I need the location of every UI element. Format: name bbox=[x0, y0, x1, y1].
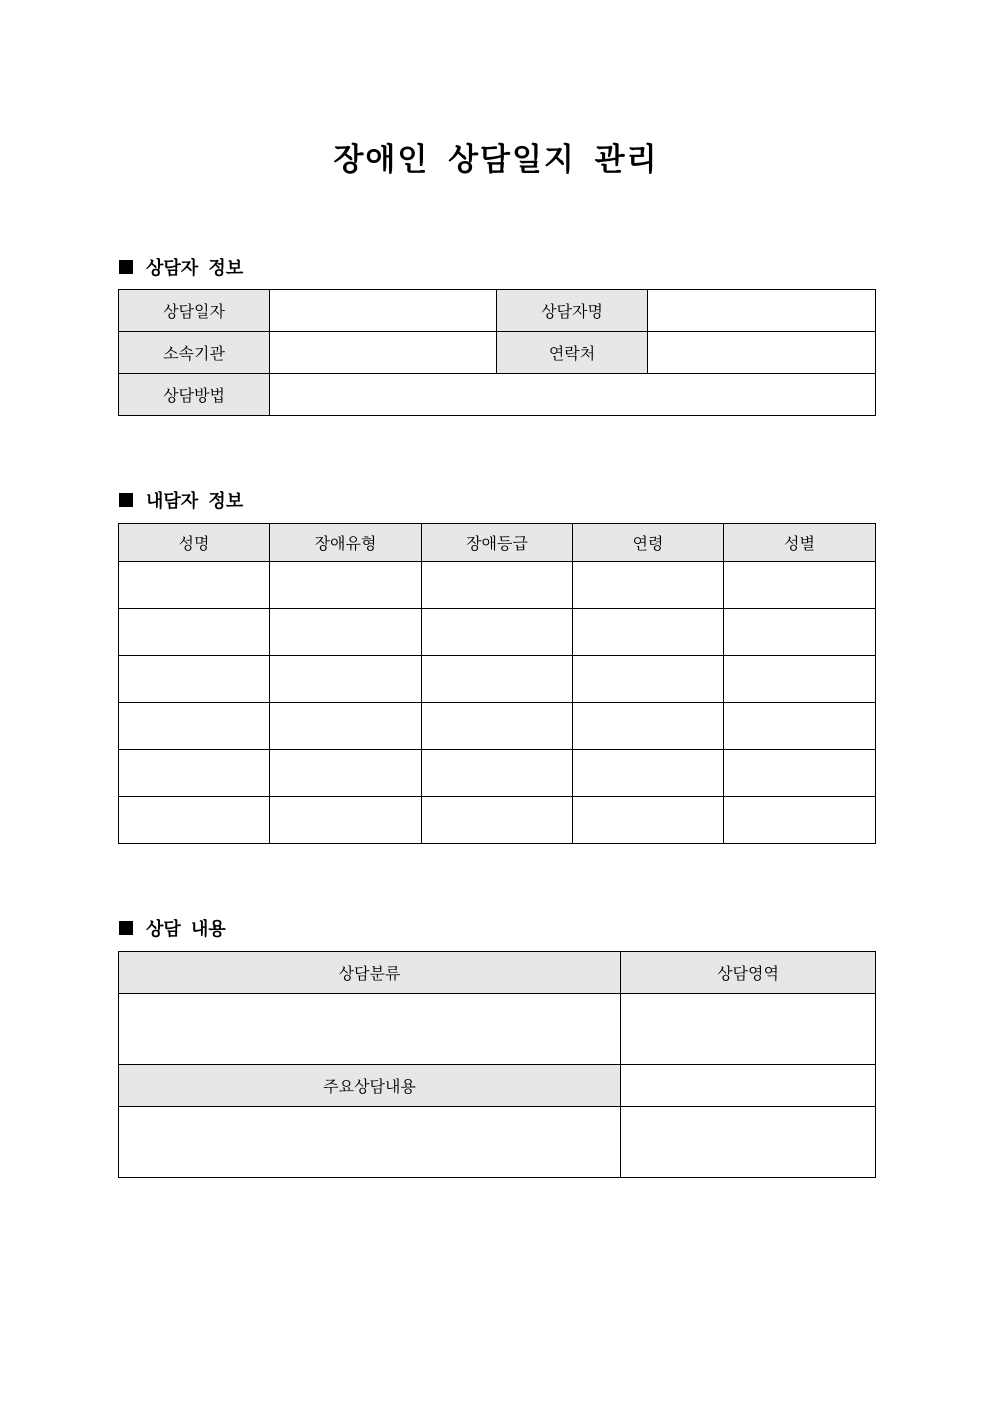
client-name-cell[interactable] bbox=[119, 562, 270, 609]
content-section-heading bbox=[119, 915, 226, 941]
client-info-table bbox=[118, 523, 876, 844]
counsel-method-field[interactable] bbox=[270, 374, 876, 416]
client-age-cell[interactable] bbox=[573, 703, 724, 750]
contact-label: 연락처 bbox=[497, 332, 648, 374]
counsel-area-label: 상담영역 bbox=[621, 952, 876, 994]
client-section-heading bbox=[119, 487, 243, 513]
column-header-name: 성명 bbox=[119, 524, 270, 562]
table-row bbox=[119, 332, 876, 374]
organization-field[interactable] bbox=[270, 332, 497, 374]
table-header-row bbox=[119, 524, 876, 562]
square-bullet-icon bbox=[119, 260, 133, 274]
side-label-cell[interactable] bbox=[621, 1065, 876, 1107]
client-disability-grade-cell[interactable] bbox=[422, 562, 573, 609]
client-disability-grade-cell[interactable] bbox=[422, 609, 573, 656]
counsel-date-label: 상담일자 bbox=[119, 290, 270, 332]
table-row bbox=[119, 750, 876, 797]
table-row bbox=[119, 290, 876, 332]
column-header-disability-type: 장애유형 bbox=[270, 524, 422, 562]
counsel-category-field[interactable] bbox=[119, 994, 621, 1065]
client-name-cell[interactable] bbox=[119, 703, 270, 750]
table-row bbox=[119, 994, 876, 1065]
square-bullet-icon bbox=[119, 921, 133, 935]
table-row bbox=[119, 703, 876, 750]
table-row bbox=[119, 562, 876, 609]
table-header-row bbox=[119, 952, 876, 994]
square-bullet-icon bbox=[119, 493, 133, 507]
table-row bbox=[119, 797, 876, 844]
client-disability-grade-cell[interactable] bbox=[422, 797, 573, 844]
client-gender-cell[interactable] bbox=[724, 656, 876, 703]
client-disability-grade-cell[interactable] bbox=[422, 750, 573, 797]
counselor-info-table bbox=[118, 289, 876, 416]
client-age-cell[interactable] bbox=[573, 609, 724, 656]
organization-label: 소속기관 bbox=[119, 332, 270, 374]
content-section-heading-text: 상담 내용 bbox=[146, 919, 226, 940]
counselor-section-heading-text: 상담자 정보 bbox=[146, 258, 244, 279]
client-name-cell[interactable] bbox=[119, 797, 270, 844]
counselor-name-label: 상담자명 bbox=[497, 290, 648, 332]
client-age-cell[interactable] bbox=[573, 797, 724, 844]
client-gender-cell[interactable] bbox=[724, 750, 876, 797]
side-value-cell[interactable] bbox=[621, 1107, 876, 1178]
counselor-name-field[interactable] bbox=[648, 290, 876, 332]
counsel-method-label: 상담방법 bbox=[119, 374, 270, 416]
column-header-age: 연령 bbox=[573, 524, 724, 562]
counsel-content-table bbox=[118, 951, 876, 1178]
counsel-area-field[interactable] bbox=[621, 994, 876, 1065]
table-row bbox=[119, 374, 876, 416]
client-name-cell[interactable] bbox=[119, 656, 270, 703]
column-header-gender: 성별 bbox=[724, 524, 876, 562]
client-disability-type-cell[interactable] bbox=[270, 656, 422, 703]
client-name-cell[interactable] bbox=[119, 750, 270, 797]
counsel-category-label: 상담분류 bbox=[119, 952, 621, 994]
client-disability-type-cell[interactable] bbox=[270, 797, 422, 844]
counsel-date-field[interactable] bbox=[270, 290, 497, 332]
client-disability-type-cell[interactable] bbox=[270, 703, 422, 750]
client-age-cell[interactable] bbox=[573, 562, 724, 609]
client-name-cell[interactable] bbox=[119, 609, 270, 656]
client-age-cell[interactable] bbox=[573, 656, 724, 703]
client-disability-grade-cell[interactable] bbox=[422, 656, 573, 703]
table-row bbox=[119, 1107, 876, 1178]
main-content-field[interactable] bbox=[119, 1107, 621, 1178]
client-gender-cell[interactable] bbox=[724, 797, 876, 844]
table-row bbox=[119, 609, 876, 656]
client-gender-cell[interactable] bbox=[724, 703, 876, 750]
main-content-label: 주요상담내용 bbox=[119, 1065, 621, 1107]
client-age-cell[interactable] bbox=[573, 750, 724, 797]
client-disability-type-cell[interactable] bbox=[270, 750, 422, 797]
client-gender-cell[interactable] bbox=[724, 609, 876, 656]
client-disability-type-cell[interactable] bbox=[270, 562, 422, 609]
client-gender-cell[interactable] bbox=[724, 562, 876, 609]
client-disability-grade-cell[interactable] bbox=[422, 703, 573, 750]
client-disability-type-cell[interactable] bbox=[270, 609, 422, 656]
column-header-disability-grade: 장애등급 bbox=[422, 524, 573, 562]
page-title: 장애인 상담일지 관리 bbox=[333, 142, 659, 178]
contact-field[interactable] bbox=[648, 332, 876, 374]
client-section-heading-text: 내담자 정보 bbox=[146, 491, 244, 512]
counselor-section-heading bbox=[119, 254, 243, 280]
table-header-row bbox=[119, 1065, 876, 1107]
table-row bbox=[119, 656, 876, 703]
